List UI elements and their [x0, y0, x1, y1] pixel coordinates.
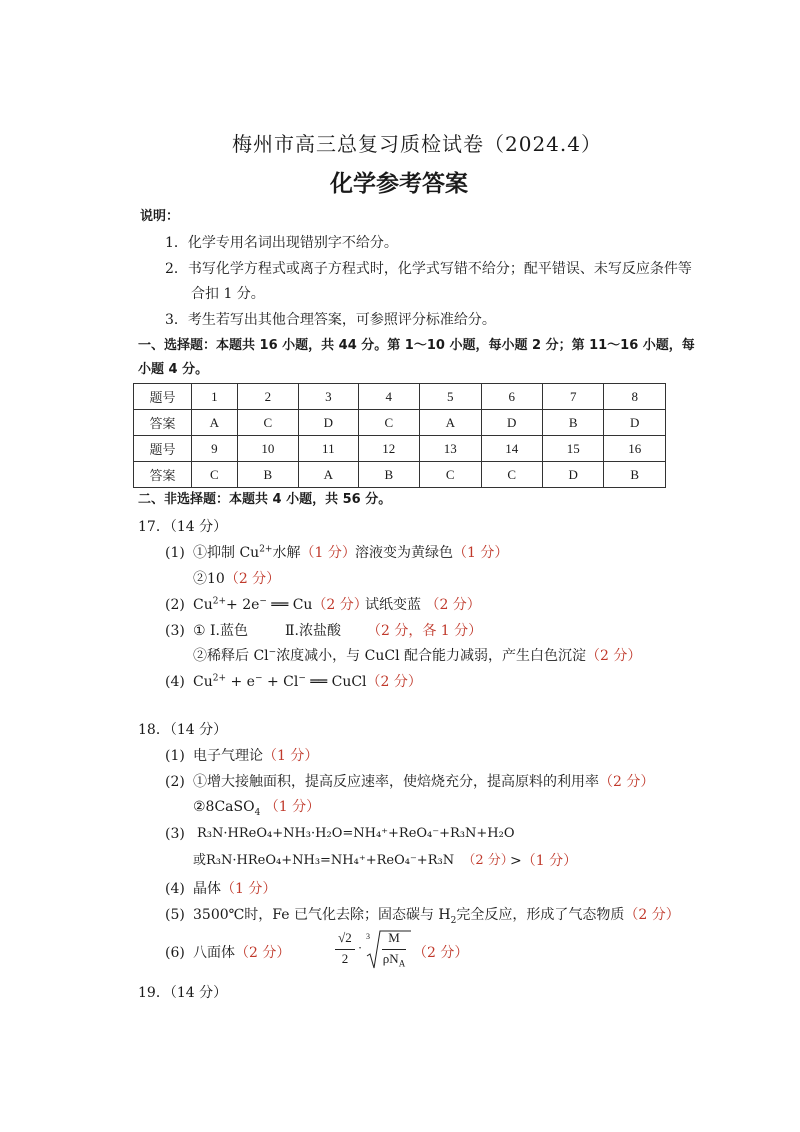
q18-part6-number: (6): [165, 945, 185, 961]
table-cell: 9: [192, 436, 238, 462]
table-cell: 14: [481, 436, 542, 462]
table-row: [134, 410, 666, 436]
q17-part3-number: (3): [165, 623, 185, 639]
table-cell-header: 题号: [134, 436, 192, 462]
table-cell: A: [420, 410, 481, 436]
q17-part2-answer-b: 试纸变蓝 （2 分）: [365, 597, 481, 613]
table-cell: 13: [420, 436, 481, 462]
table-cell: 10: [237, 436, 298, 462]
formula-inner-denominator: $\rho N_A$: [382, 951, 406, 969]
table-cell: 3: [299, 384, 358, 410]
table-cell: C: [481, 462, 542, 488]
q18-part4-answer: 晶体（1 分）: [193, 881, 277, 897]
note-item: 1．化学专用名词出现错别字不给分。: [165, 235, 398, 251]
exam-title: 梅州市高三总复习质检试卷（2024.4）: [232, 132, 602, 156]
table-cell: D: [542, 462, 603, 488]
q18-part4-number: (4): [165, 881, 185, 897]
notes-heading: 说明：: [140, 209, 180, 224]
q17-part1-answer-c: ②10（2 分）: [193, 571, 281, 587]
table-cell: 8: [604, 384, 666, 410]
table-cell: C: [192, 462, 238, 488]
q18-part3-number: (3): [165, 826, 185, 842]
page-title: 化学参考答案: [330, 171, 468, 197]
table-cell: B: [237, 462, 298, 488]
formula-denominator: 2: [341, 951, 349, 966]
formula-numerator-sqrt2: √2: [338, 930, 352, 945]
formula-inner-numerator: M: [388, 930, 400, 945]
table-row: [134, 436, 666, 462]
q18-part3-answer-b: >（1 分）: [510, 853, 578, 869]
q18-part2-number: (2): [165, 774, 185, 790]
q18-part6-answer-a: 八面体（2 分）: [193, 945, 291, 961]
note-item: 3．考生若写出其他合理答案，可参照评分标准给分。: [165, 312, 496, 328]
q19-heading: 19．（14 分）: [138, 985, 228, 1001]
table-cell-header: 答案: [134, 410, 192, 436]
q18-part1-number: (1): [165, 748, 185, 764]
q17-part1-answer-a: ①抑制 $Cu^{2+}$水解（1 分）: [193, 544, 356, 561]
q18-part1-answer: 电子气理论（1 分）: [193, 748, 319, 764]
formula-root-index: 3: [366, 932, 370, 941]
table-row: [134, 462, 666, 488]
q18-part2-answer-a: ①增大接触面积，提高反应速率，使焙烧充分，提高原料的利用率（2 分）: [193, 774, 655, 790]
formula-dot: ·: [357, 940, 363, 955]
section1-heading-cont: 小题 4 分。: [138, 362, 209, 377]
q18-part2-answer-b: ②8CaSO$_4$ （1 分）: [193, 799, 321, 818]
table-cell: D: [481, 410, 542, 436]
formula-fraction-bar: [335, 949, 355, 950]
q17-part3-answer-a: ① Ⅰ.蓝色: [193, 623, 248, 639]
table-cell: 5: [420, 384, 481, 410]
section2-heading: 二、非选择题：本题共 4 小题，共 56 分。: [138, 492, 392, 507]
q17-part4-number: (4): [165, 674, 185, 690]
table-cell: 6: [481, 384, 542, 410]
table-cell: C: [420, 462, 481, 488]
q17-part1-number: (1): [165, 545, 185, 561]
table-row: [134, 384, 666, 410]
q18-part3-equation-1: R₃N·HReO₄+NH₃·H₂O=NH₄⁺+ReO₄⁻+R₃N+H₂O: [197, 826, 515, 841]
table-cell-header: 答案: [134, 462, 192, 488]
table-cell: A: [192, 410, 238, 436]
q17-part4-equation: $Cu^{2+} + e^- + Cl^-$ ══ CuCl（2 分）: [193, 673, 422, 690]
table-cell: D: [604, 410, 666, 436]
formula-inner-fraction-bar: [382, 949, 406, 950]
q18-part5-answer: 3500℃时，Fe 已气化去除；固态碳与 $H_2$完全反应，形成了气态物质（2 分）: [193, 907, 680, 926]
q18-part6-score: （2 分）: [413, 945, 469, 961]
section1-heading: 一、选择题：本题共 16 小题，共 44 分。第 1～10 小题，每小题 2 分；第 11～16 小题，每: [138, 338, 695, 353]
q17-part1-answer-b: 溶液变为黄绿色（1 分）: [355, 545, 509, 561]
table-cell: C: [358, 410, 419, 436]
table-cell: 7: [542, 384, 603, 410]
q17-part3-score: （2 分，各 1 分）: [367, 623, 483, 639]
table-cell: B: [542, 410, 603, 436]
table-cell: 1: [192, 384, 238, 410]
table-cell: 16: [604, 436, 666, 462]
q18-part3-equation-2: 或R₃N·HReO₄+NH₃=NH₄⁺+ReO₄⁻+R₃N （2 分）: [193, 853, 514, 868]
table-cell: B: [358, 462, 419, 488]
q17-part3-answer-c: ②稀释后 Cl−浓度减小，与 CuCl 配合能力减弱，产生白色沉淀（2 分）: [193, 647, 642, 664]
answer-table: [133, 383, 666, 488]
table-cell: C: [237, 410, 298, 436]
table-cell: D: [299, 410, 358, 436]
table-cell: 12: [358, 436, 419, 462]
q17-part2-equation: $Cu^{2+}+ 2e^-$ ══ Cu（2 分）: [193, 596, 368, 613]
table-cell: A: [299, 462, 358, 488]
q17-part3-answer-b: Ⅱ.浓盐酸: [285, 623, 341, 639]
table-cell: 15: [542, 436, 603, 462]
table-cell: B: [604, 462, 666, 488]
q18-part5-number: (5): [165, 907, 185, 923]
table-cell: 11: [299, 436, 358, 462]
q17-part2-number: (2): [165, 597, 185, 613]
note-item: 2．书写化学方程式或离子方程式时，化学式写错不给分；配平错误、未写反应条件等: [165, 261, 692, 277]
q17-heading: 17．（14 分）: [138, 519, 228, 535]
table-cell: 4: [358, 384, 419, 410]
table-cell-header: 题号: [134, 384, 192, 410]
table-cell: 2: [237, 384, 298, 410]
q18-heading: 18．（14 分）: [138, 722, 228, 738]
note-item: 合扣 1 分。: [191, 286, 265, 302]
